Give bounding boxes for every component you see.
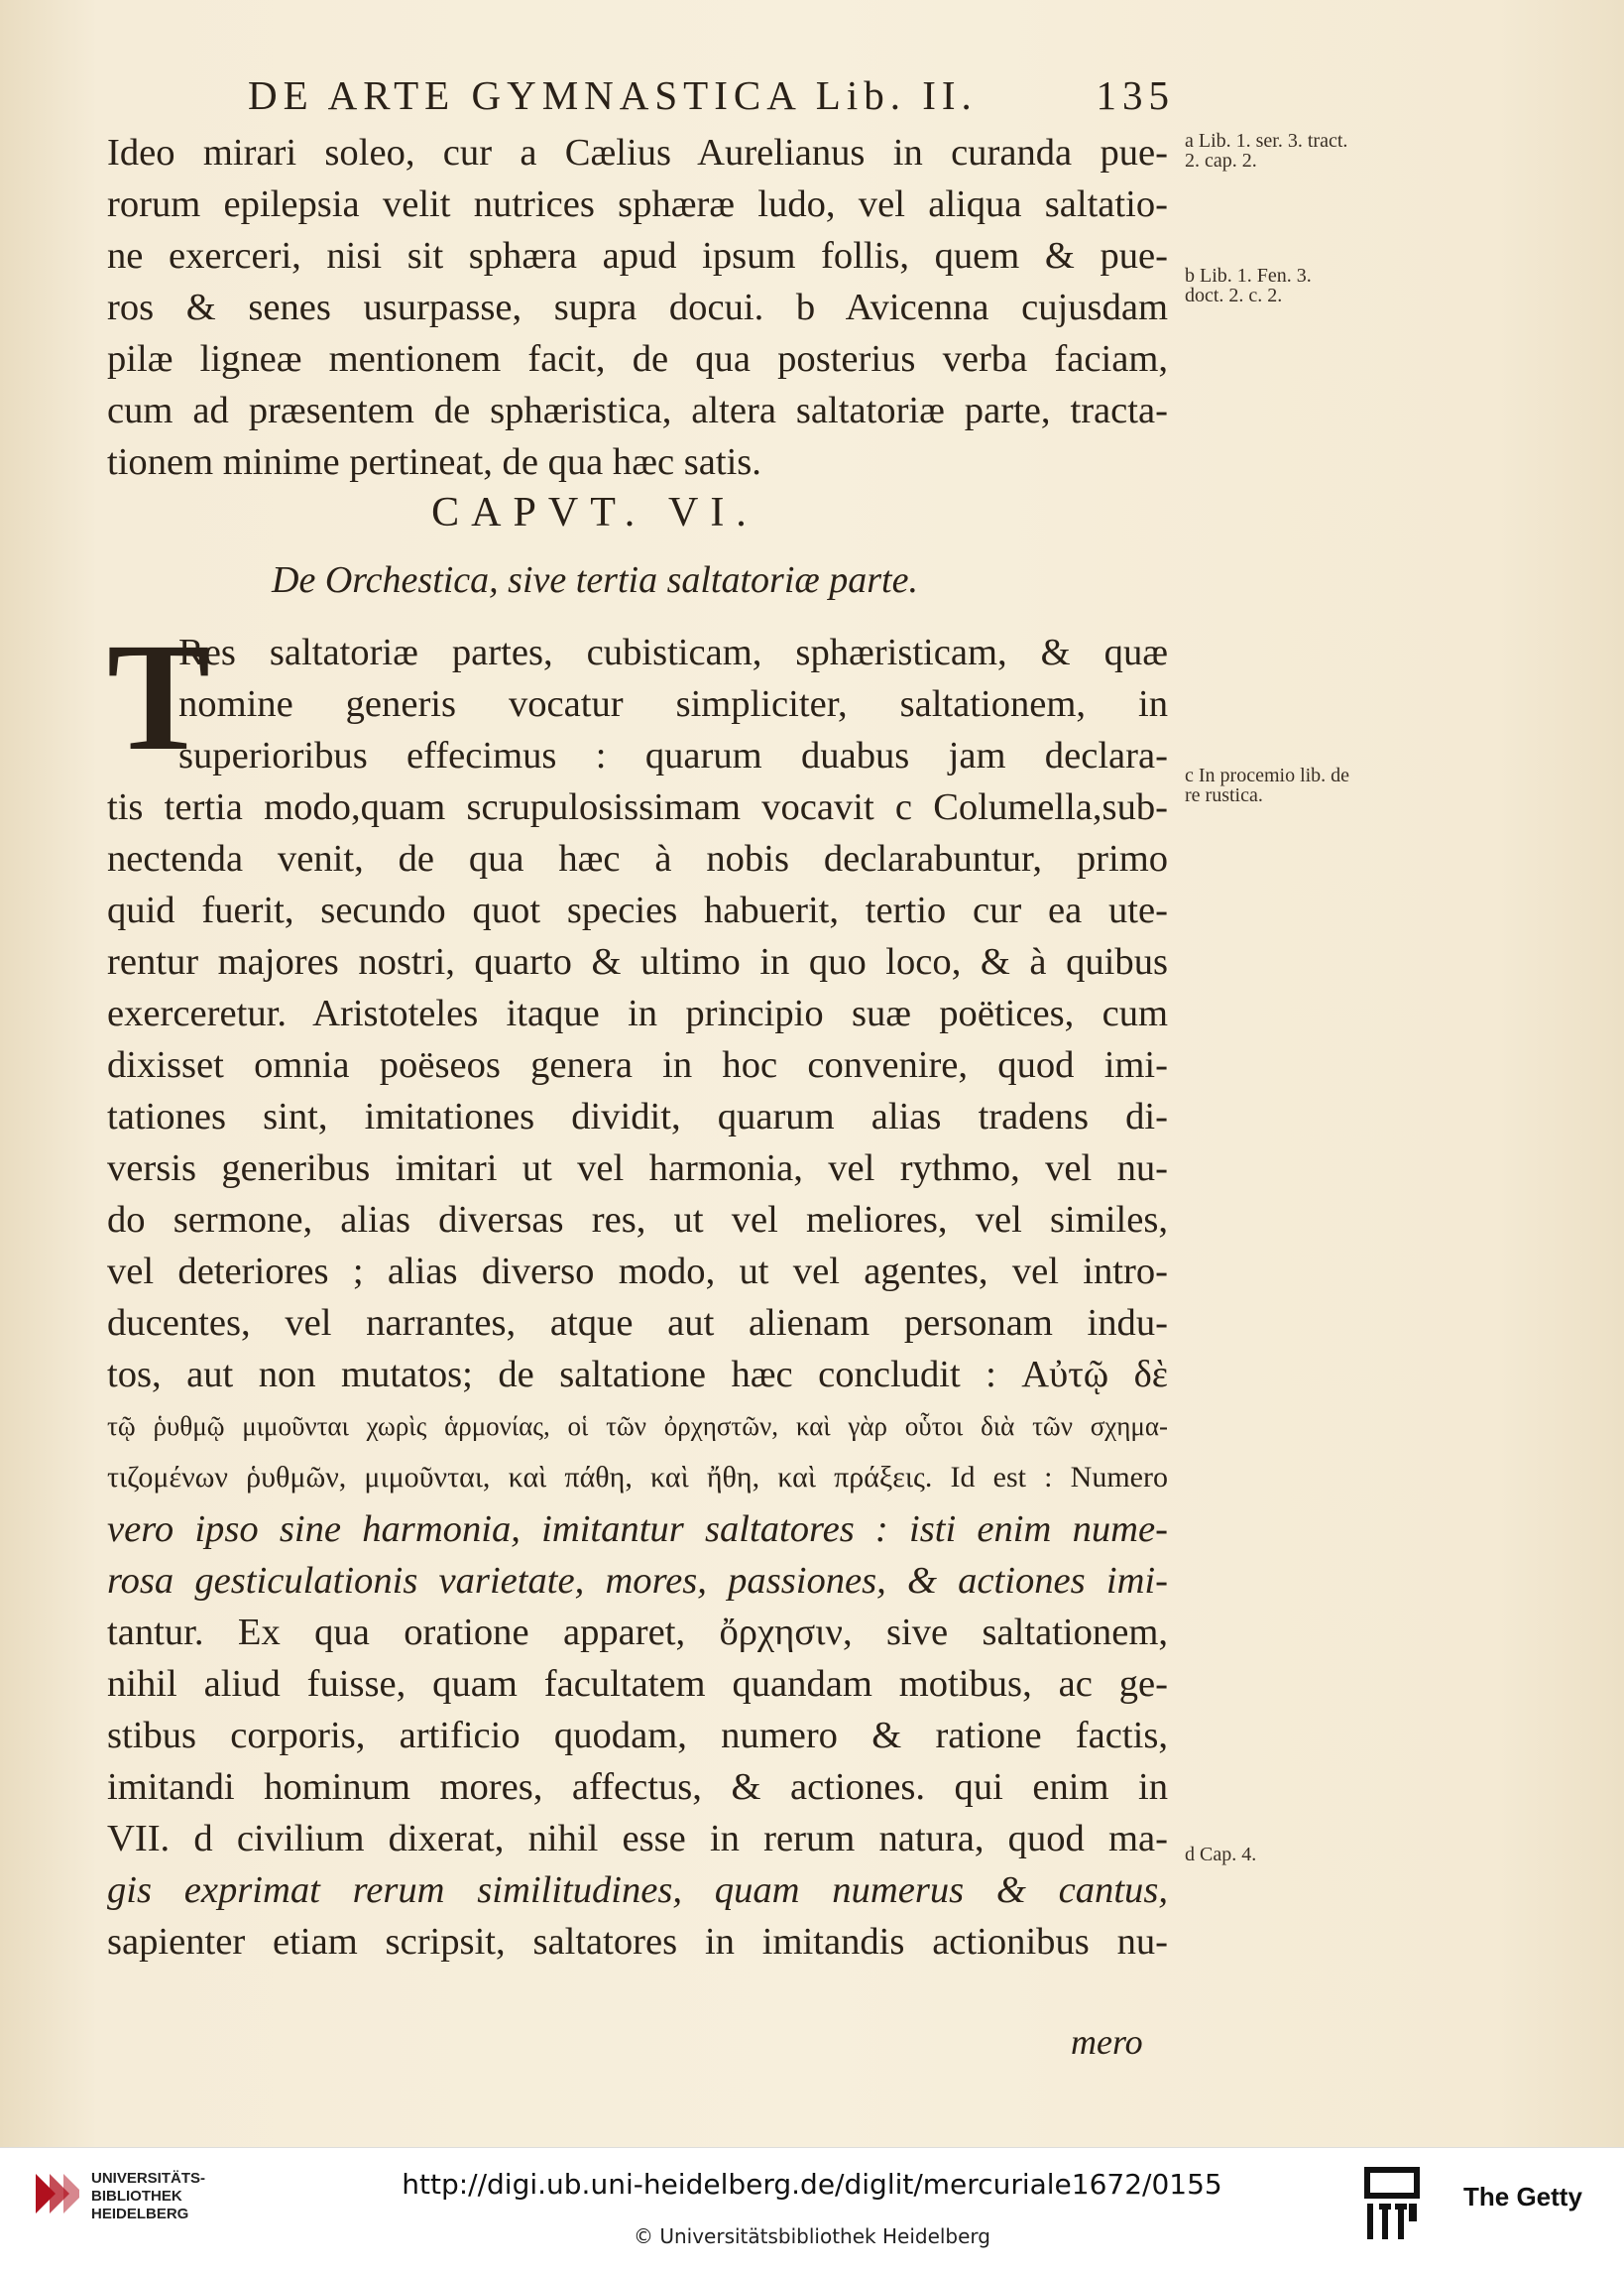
text-line: tis tertia modo,quam scrupulosissimam vocavit c Columella,sub-: [107, 786, 1168, 828]
text-line: nihil aliud fuisse, quam facultatem quandam motibus, ac ge-: [107, 1663, 1168, 1705]
running-title: DE ARTE GYMNASTICA Lib. II.: [248, 72, 978, 118]
text-line: tionem minime pertineat, de qua hæc satis.: [107, 441, 761, 483]
text-line: dixisset omnia poëseos genera in hoc convenire, quod imi-: [107, 1044, 1168, 1086]
partner-name: The Getty: [1463, 2182, 1582, 2212]
text-line: VII. d civilium dixerat, nihil esse in rerum natura, quod ma-: [107, 1818, 1168, 1859]
chapter-heading: CAPVT. VI.: [431, 490, 758, 536]
text-line: imitandi hominum mores, affectus, & actiones. qui enim in: [107, 1766, 1168, 1808]
greek-line: τιζομένων ῥυθμῶν, μιμοῦνται, καὶ πάθη, καὶ ἤθη, καὶ πράξεις. Id est : Numero: [107, 1461, 1168, 1494]
text-line: tantur. Ex qua oratione apparet, ὄρχησιν, sive saltationem,: [107, 1612, 1168, 1653]
marginal-note: b Lib. 1. Fen. 3. doct. 2. c. 2.: [1185, 265, 1312, 306]
text-line: Ideo mirari soleo, cur a Cælius Aurelianus in curanda pue-: [107, 132, 1168, 174]
paragraph-1: [107, 127, 1168, 488]
text-line: pilæ ligneæ mentionem facit, de qua posterius verba faciam,: [107, 338, 1168, 380]
library-name: UNIVERSITÄTS- BIBLIOTHEK HEIDELBERG: [91, 2170, 206, 2222]
catchword: mero: [1071, 2022, 1143, 2062]
text-line: nomine generis vocatur simpliciter, saltationem, in: [178, 683, 1168, 725]
marginal-note: d Cap. 4.: [1185, 1844, 1257, 1865]
text-line: quid fuerit, secundo quot species habuerit, tertio cur ea ute-: [107, 890, 1168, 931]
page-number: 135: [1096, 72, 1175, 118]
permalink-url[interactable]: http://digi.ub.uni-heidelberg.de/diglit/mercuriale1672/0155: [402, 2168, 1222, 2201]
text-line: vel deteriores ; alias diverso modo, ut vel agentes, vel intro-: [107, 1251, 1168, 1292]
viewer-footer: [0, 2147, 1624, 2272]
text-line: ne exerceri, nisi sit sphæra apud ipsum follis, quem & pue-: [107, 235, 1168, 277]
text-line: nectenda venit, de qua hæc à nobis declarabuntur, primo: [107, 838, 1168, 880]
greek-line: τῷ ῥυθμῷ μιμοῦνται χωρὶς ἁρμονίας, οἱ τῶν ὀρχηστῶν, καὶ γὰρ οὗτοι διὰ τῶν σχημα-: [107, 1411, 1168, 1441]
text-line: gis exprimat rerum similitudines, quam numerus & cantus,: [107, 1869, 1168, 1911]
marginal-note: a Lib. 1. ser. 3. tract. 2. cap. 2.: [1185, 130, 1348, 172]
text-line: vero ipso sine harmonia, imitantur saltatores : isti enim nume-: [107, 1508, 1168, 1550]
paragraph-2-indented: [178, 627, 1168, 781]
text-line: stibus corporis, artificio quodam, numero & ratione factis,: [107, 1715, 1168, 1756]
text-line: ros & senes usurpasse, supra docui. b Avicenna cujusdam: [107, 287, 1168, 328]
text-line: sapienter etiam scripsit, saltatores in imitandis actionibus nu-: [107, 1921, 1168, 1963]
drop-capital: T: [107, 611, 211, 782]
text-line: tos, aut non mutatos; de saltatione hæc concludit : Αὐτῷ δὲ: [107, 1354, 1168, 1395]
text-line: rorum epilepsia velit nutrices sphæræ ludo, vel aliqua saltatio-: [107, 183, 1168, 225]
text-line: cum ad præsentem de sphæristica, altera saltatoriæ parte, tracta-: [107, 390, 1168, 431]
text-line: rentur majores nostri, quarto & ultimo in quo loco, & à quibus: [107, 941, 1168, 983]
text-line: versis generibus imitari ut vel harmonia, vel rythmo, vel nu-: [107, 1147, 1168, 1189]
text-line: exerceretur. Aristoteles itaque in principio suæ poëtices, cum: [107, 993, 1168, 1034]
text-line: Res saltatoriæ partes, cubisticam, sphæristicam, & quæ: [178, 632, 1168, 673]
copyright-notice: © Universitätsbibliothek Heidelberg: [633, 2224, 990, 2248]
text-line: ducentes, vel narrantes, atque aut alienam personam indu-: [107, 1302, 1168, 1344]
getty-logo-icon: [1363, 2166, 1421, 2243]
text-line: tationes sint, imitationes dividit, quarum alias tradens di-: [107, 1096, 1168, 1137]
text-line: rosa gesticulationis varietate, mores, passiones, & actiones imi-: [107, 1560, 1168, 1602]
chapter-subtitle: De Orchestica, sive tertia saltatoriæ parte.: [272, 559, 918, 601]
text-line: superioribus effecimus : quarum duabus jam declara-: [178, 735, 1168, 777]
paragraph-2: [107, 781, 1168, 1968]
marginal-note: c In procemio lib. de re rustica.: [1185, 765, 1350, 806]
text-line: do sermone, alias diversas res, ut vel meliores, vel similes,: [107, 1199, 1168, 1241]
